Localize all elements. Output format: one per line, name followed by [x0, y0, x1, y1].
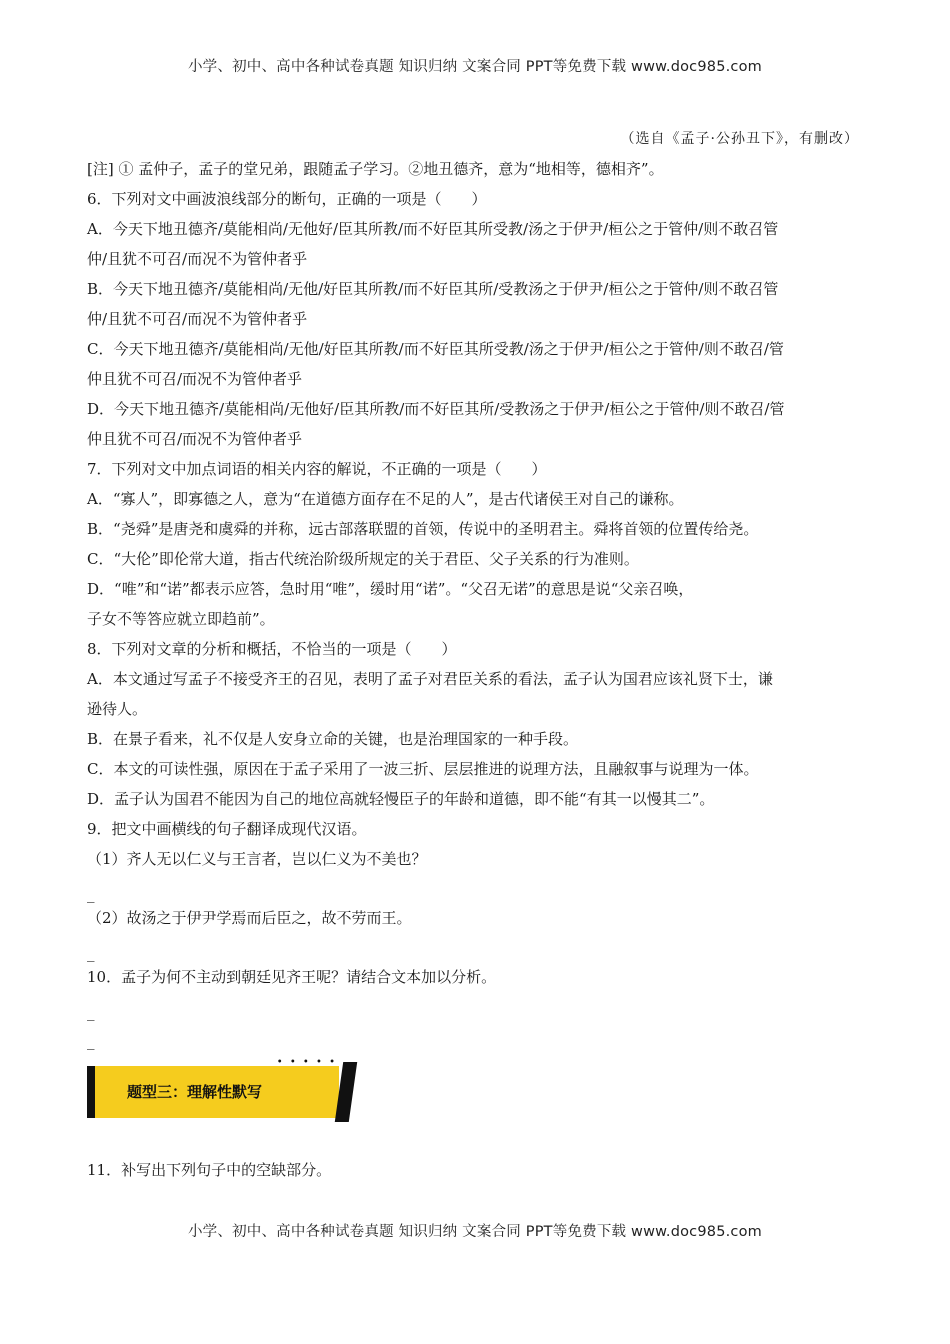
question-6-option-b-cont: 仲/且犹不可召/而况不为管仲者乎	[87, 310, 308, 328]
source-citation: （选自《孟子·公孙丑下》，有删改）	[620, 131, 859, 147]
question-8-stem: 8．下列对文章的分析和概括，不恰当的一项是（ ）	[87, 640, 457, 658]
answer-blank[interactable]: _	[87, 1032, 95, 1050]
question-8-option-b: B．在景子看来，礼不仅是人安身立命的关键，也是治理国家的一种手段。	[87, 730, 579, 748]
banner-right-edge	[335, 1062, 357, 1122]
question-6-option-a-cont: 仲/且犹不可召/而况不为管仲者乎	[87, 250, 308, 268]
question-6-option-b: B．今天下地丑德齐/莫能相尚/无他/好臣其所教/而不好臣其所/受教汤之于伊尹/桓公之于管仲/则不敢召管	[87, 280, 779, 298]
question-7-option-d-cont: 子女不等答应就立即趋前”。	[87, 610, 275, 628]
question-6-option-a: A．今天下地丑德齐/莫能相尚/无他好/臣其所教/而不好臣其所受教/汤之于伊尹/桓公之于管仲/则不敢召管	[87, 220, 779, 238]
question-9-sentence-1: （1）齐人无以仁义与王言者，岂以仁义为不美也？	[87, 850, 427, 868]
question-7-option-d: D．“唯”和“诺”都表示应答，急时用“唯”，缓时用“诺”。“父召无诺”的意思是说“父亲召唤，	[87, 580, 694, 598]
question-7-stem: 7．下列对文中加点词语的相关内容的解说，不正确的一项是（ ）	[87, 460, 547, 478]
question-6-option-c: C．今天下地丑德齐/莫能相尚/无他/好臣其所教/而不好臣其所受教/汤之于伊尹/桓公之于管仲/则不敢召/管	[87, 340, 784, 358]
question-7-option-a: A．“寡人”，即寡德之人，意为“在道德方面存在不足的人”，是古代诸侯王对自己的谦称。	[87, 490, 684, 508]
answer-blank[interactable]: _	[87, 944, 95, 962]
question-9-sentence-2: （2）故汤之于伊尹学焉而后臣之，故不劳而王。	[87, 909, 412, 927]
section-banner-box	[89, 1057, 339, 1118]
question-7-option-b: B．“尧舜”是唐尧和虞舜的并称，远古部落联盟的首领，传说中的圣明君主。舜将首领的位置传给尧。	[87, 520, 759, 538]
question-10-stem: 10．孟子为何不主动到朝廷见齐王呢？请结合文本加以分析。	[87, 968, 497, 986]
question-6-option-c-cont: 仲且犹不可召/而况不为管仲者乎	[87, 370, 303, 388]
question-8-option-a-cont: 逊待人。	[87, 700, 148, 718]
question-7-option-c: C．“大伦”即伦常大道，指古代统治阶级所规定的关于君臣、父子关系的行为准则。	[87, 550, 639, 568]
question-8-option-a: A．本文通过写孟子不接受齐王的召见，表明了孟子对君臣关系的看法，孟子认为国君应该礼贤下士，谦	[87, 670, 773, 688]
question-6-option-d: D．今天下地丑德齐/莫能相尚/无他好/臣其所教/而不好臣其所/受教汤之于伊尹/桓公之于管仲/则不敢召/管	[87, 400, 785, 418]
question-6-option-d-cont: 仲且犹不可召/而况不为管仲者乎	[87, 430, 303, 448]
question-11-stem: 11．补写出下列句子中的空缺部分。	[87, 1161, 332, 1179]
page-footer: 小学、初中、高中各种试卷真题 知识归纳 文案合同 PPT等免费下载 www.doc985.com	[187, 1224, 763, 1240]
banner-dots: • • • • •	[276, 1057, 337, 1068]
section-title: 题型三：理解性默写	[127, 1083, 263, 1101]
document-body	[87, 124, 862, 1185]
question-8-option-c: C．本文的可读性强，原因在于孟子采用了一波三折、层层推进的说理方法，且融叙事与说理为一体。	[87, 760, 759, 778]
answer-blank[interactable]: _	[87, 1003, 95, 1021]
section-banner	[87, 1050, 862, 1155]
banner-left-edge	[87, 1066, 95, 1118]
answer-blank[interactable]: _	[87, 885, 95, 903]
question-6-stem: 6．下列对文中画波浪线部分的断句，正确的一项是（ ）	[87, 190, 487, 208]
question-8-option-d: D．孟子认为国君不能因为自己的地位高就轻慢臣子的年龄和道德，即不能“有其一以慢其二”。	[87, 790, 715, 808]
annotation-note: [注] ① 孟仲子，孟子的堂兄弟，跟随孟子学习。②地丑德齐，意为“地相等，德相齐”。	[87, 160, 664, 178]
question-9-stem: 9．把文中画横线的句子翻译成现代汉语。	[87, 820, 367, 838]
page-header: 小学、初中、高中各种试卷真题 知识归纳 文案合同 PPT等免费下载 www.doc985.com	[187, 59, 763, 75]
